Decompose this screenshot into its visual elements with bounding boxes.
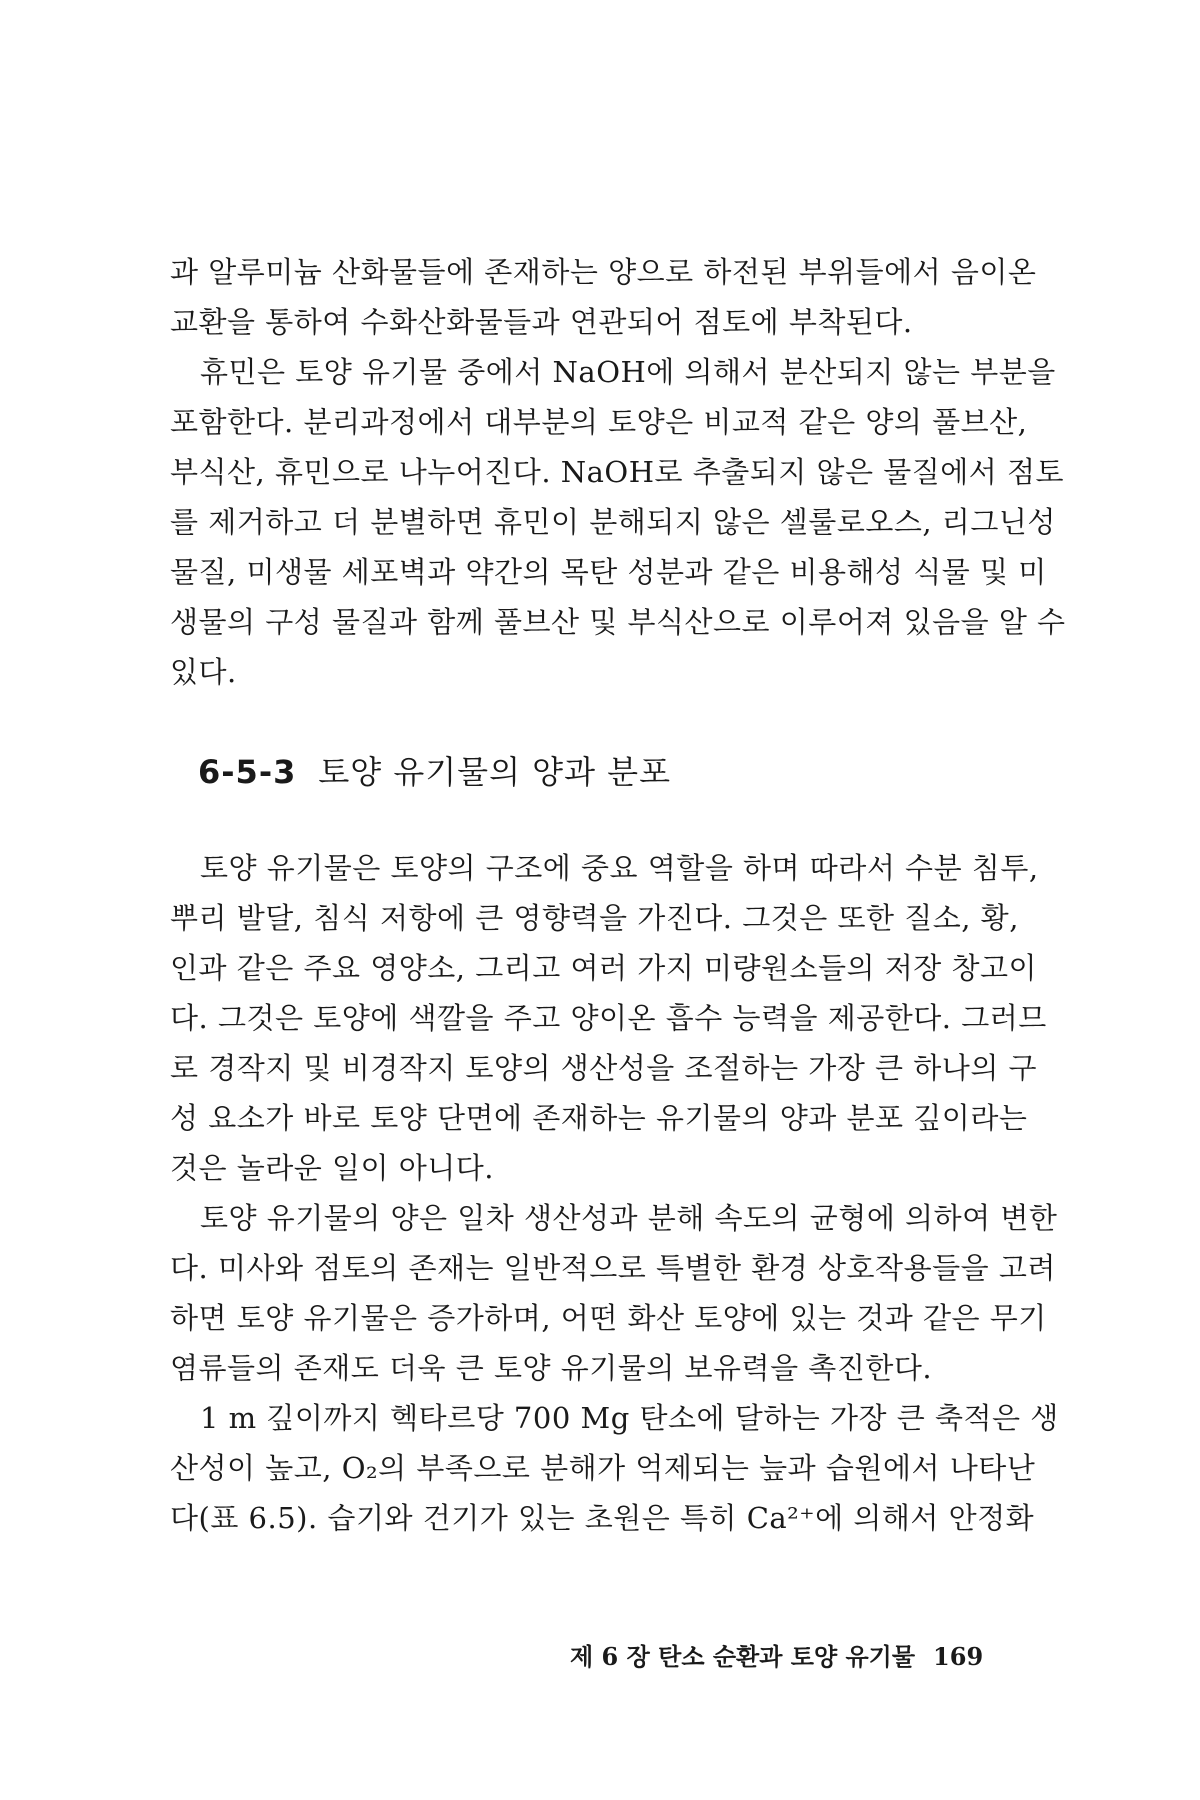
text-line: 것은 놀라운 일이 아니다. (170, 1151, 495, 1185)
running-footer (570, 1642, 983, 1672)
page-number: 169 (933, 1642, 984, 1671)
text-line: 뿌리 발달, 침식 저항에 큰 영향력을 가진다. 그것은 또한 질소, 황, (170, 901, 1019, 935)
text-line: 성 요소가 바로 토양 단면에 존재하는 유기물의 양과 분포 깊이라는 (170, 1101, 1028, 1135)
text-line: 부식산, 휴민으로 나누어진다. NaOH로 추출되지 않은 물질에서 점토 (170, 455, 1065, 489)
text-line: 휴민은 토양 유기물 중에서 NaOH에 의해서 분산되지 않는 부분을 (200, 355, 1056, 389)
text-line: 다. 그것은 토양에 색깔을 주고 양이온 흡수 능력을 제공한다. 그러므 (170, 1001, 1047, 1035)
text-line: 를 제거하고 더 분별하면 휴민이 분해되지 않은 셀룰로오스, 리그닌성 (170, 505, 1056, 539)
text-line: 생물의 구성 물질과 함께 풀브산 및 부식산으로 이루어져 있음을 알 수 (170, 605, 1066, 639)
text-line: 1 m 깊이까지 헥타르당 700 Mg 탄소에 달하는 가장 큰 축적은 생 (200, 1401, 1059, 1435)
text-line: 다. 미사와 점토의 존재는 일반적으로 특별한 환경 상호작용들을 고려 (170, 1251, 1056, 1285)
text-line: 과 알루미늄 산화물들에 존재하는 양으로 하전된 부위들에서 음이온 (170, 255, 1037, 289)
section-title: 토양 유기물의 양과 분포 (318, 753, 671, 791)
text-line: 물질, 미생물 세포벽과 약간의 목탄 성분과 같은 비용해성 식물 및 미 (170, 555, 1047, 589)
text-line: 있다. (170, 655, 237, 689)
text-line: 염류들의 존재도 더욱 큰 토양 유기물의 보유력을 촉진한다. (170, 1351, 933, 1385)
text-line: 토양 유기물은 토양의 구조에 중요 역할을 하며 따라서 수분 침투, (200, 851, 1039, 885)
section-heading (198, 752, 671, 792)
paragraph-block-humin (170, 247, 1066, 697)
chapter-title: 제 6 장 탄소 순환과 토양 유기물 (570, 1642, 916, 1671)
section-number: 6-5-3 (198, 753, 297, 791)
text-line: 인과 같은 주요 영양소, 그리고 여러 가지 미량원소들의 저장 창고이 (170, 951, 1038, 985)
text-line: 토양 유기물의 양은 일차 생산성과 분해 속도의 균형에 의하여 변한 (200, 1201, 1058, 1235)
text-line: 포함한다. 분리과정에서 대부분의 토양은 비교적 같은 양의 풀브산, (170, 405, 1028, 439)
paragraph-block-distribution (170, 843, 1059, 1543)
text-line: 산성이 높고, O₂의 부족으로 분해가 억제되는 늪과 습원에서 나타난 (170, 1451, 1036, 1485)
text-line: 하면 토양 유기물은 증가하며, 어떤 화산 토양에 있는 것과 같은 무기 (170, 1301, 1047, 1335)
text-line: 교환을 통하여 수화산화물들과 연관되어 점토에 부착된다. (170, 305, 913, 339)
text-line: 다(표 6.5). 습기와 건기가 있는 초원은 특히 Ca²⁺에 의해서 안정화 (170, 1501, 1035, 1535)
text-line: 로 경작지 및 비경작지 토양의 생산성을 조절하는 가장 큰 하나의 구 (170, 1051, 1038, 1085)
